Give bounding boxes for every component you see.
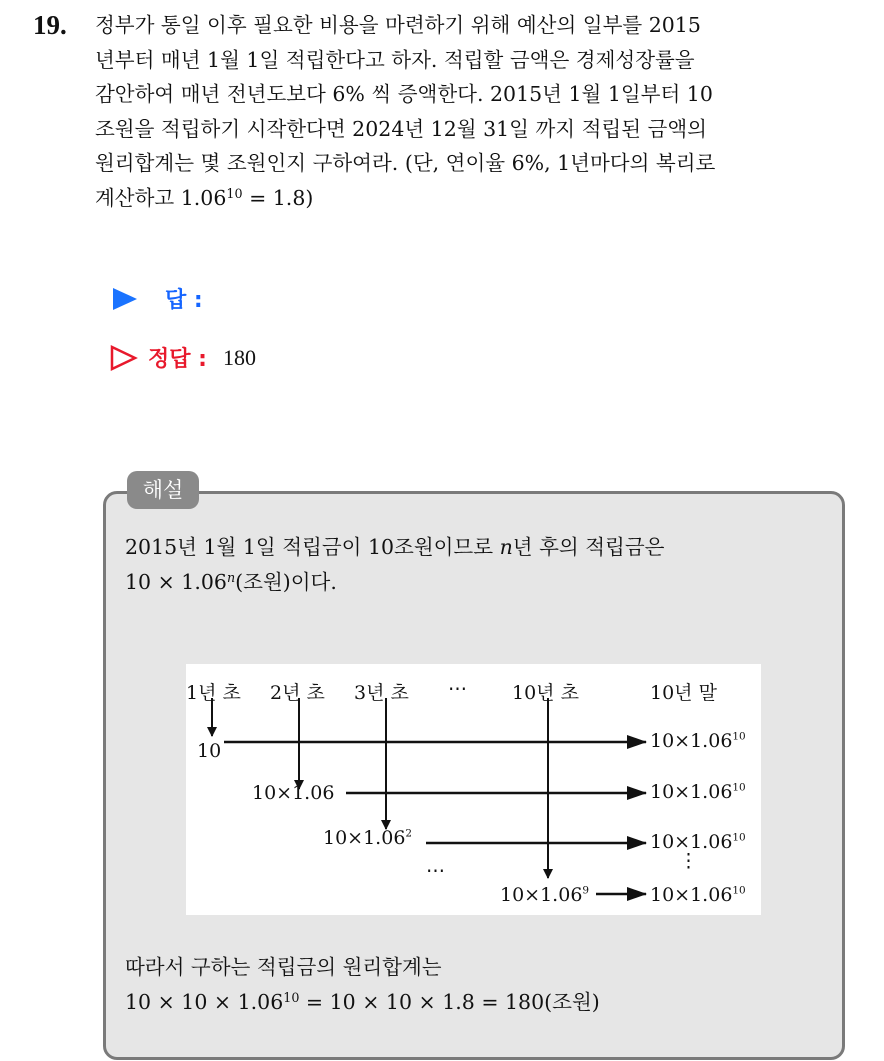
diagram-result-exp: 10 (732, 831, 746, 844)
solution-line-3: 따라서 구하는 적립금의 원리합계는 (125, 955, 442, 979)
diagram-header: 10년 초 (512, 682, 579, 704)
diagram-result-exp: 10 (732, 781, 746, 794)
diagram-header: 1년 초 (186, 682, 241, 704)
problem-number: 19. (33, 10, 67, 40)
problem-line: 원리합계는 몇 조원인지 구하여라. (단, 연이율 6%, 1년마다의 복리로 (95, 151, 716, 175)
correct-answer-label: 정답 : (148, 347, 207, 372)
diagram-header: 3년 초 (354, 682, 409, 704)
diagram-result-exp: 10 (732, 884, 746, 897)
solution-line-2-a: 10 × 1.06 (125, 570, 227, 594)
solution-line-4-exp: 10 (283, 990, 300, 1006)
diagram-row-label-exp: 9 (582, 884, 590, 897)
problem-line: 정부가 통일 이후 필요한 비용을 마련하기 위해 예산의 일부를 2015 (95, 13, 701, 37)
diagram-result (650, 781, 746, 803)
correct-answer-row (110, 342, 256, 373)
solution-line-2-exp: n (226, 570, 236, 586)
correct-answer-value: 180 (222, 344, 256, 370)
solution-line-4 (125, 985, 600, 1020)
diagram-result-base: 10×1.06 (650, 884, 733, 906)
solution-line-2-b: (조원)이다. (235, 570, 337, 594)
diagram-vdots: ⋮ (679, 850, 698, 872)
diagram-header: ⋯ (448, 678, 467, 700)
solution-var-n: n (499, 535, 513, 559)
diagram-result (650, 884, 746, 906)
answer-row (113, 283, 203, 314)
answer-label: 답 : (165, 288, 203, 313)
diagram-header: 10년 말 (650, 682, 717, 704)
diagram-row-label: ⋯ (426, 860, 445, 882)
diagram-result-base: 10×1.06 (650, 781, 733, 803)
solution-line-1-b: 년 후의 적립금은 (512, 535, 665, 559)
problem-line-last (95, 181, 865, 216)
solution-tab: 해설 (127, 471, 199, 509)
solution-line-4-b: = 10 × 10 × 1.8 = 180(조원) (299, 990, 600, 1014)
accumulation-diagram (186, 664, 761, 915)
play-triangle-icon (113, 288, 137, 310)
diagram-row-label-base: 10×1.06 (323, 827, 406, 849)
diagram-row-label-base: 10×1.06 (252, 782, 335, 804)
diagram-result-base: 10×1.06 (650, 730, 733, 752)
diagram-row-label: 10 (197, 740, 222, 762)
problem-line-last-exp: 10 (226, 185, 243, 201)
problem-line-last-b: = 1.8) (242, 185, 314, 210)
diagram-result (650, 730, 746, 752)
solution-line-4-a: 10 × 10 × 1.06 (125, 990, 284, 1014)
solution-line-2 (125, 565, 337, 600)
outline-triangle-icon (110, 345, 138, 371)
solution-line-1 (125, 530, 664, 565)
problem-line: 조원을 적립하기 시작한다면 2024년 12월 31일 까지 적립된 금액의 (95, 116, 707, 141)
problem-line-last-a: 계산하고 1.06 (95, 185, 227, 210)
diagram-result-exp: 10 (732, 730, 746, 743)
diagram-header: 2년 초 (270, 682, 325, 704)
diagram-row-label (252, 782, 334, 804)
problem-text (95, 8, 865, 215)
problem-line: 감안하여 매년 전년도보다 6% 씩 증액한다. 2015년 1월 1일부터 10 (95, 82, 713, 106)
diagram-row-label (500, 884, 589, 906)
diagram-row-label-base: 10×1.06 (500, 884, 583, 906)
diagram-result-base: 10×1.06 (650, 831, 733, 853)
diagram-row-label (323, 827, 412, 849)
problem-line: 년부터 매년 1월 1일 적립한다고 하자. 적립할 금액은 경제성장률을 (95, 47, 695, 72)
solution-line-1-a: 2015년 1월 1일 적립금이 10조원이므로 (125, 535, 500, 559)
diagram-row-label-exp: 2 (405, 827, 413, 840)
